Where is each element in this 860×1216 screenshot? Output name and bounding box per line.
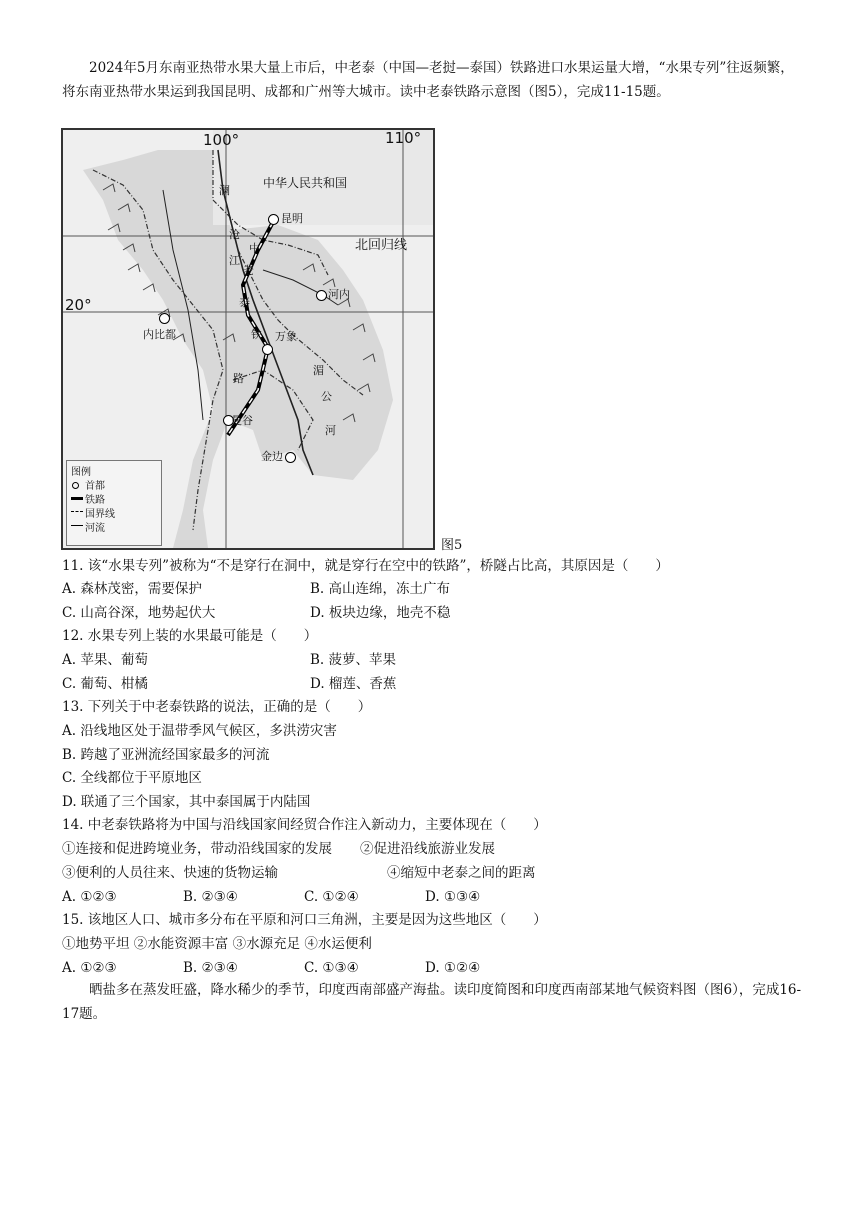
q14-item-3: ③便利的人员往来、快速的货物运输 <box>62 865 278 881</box>
lon-100-label: 100° <box>203 131 240 149</box>
q14-option-c: C. ①②④ <box>304 889 359 905</box>
q15-option-c: C. ①③④ <box>304 960 359 976</box>
rail-char-3: 泰 <box>239 296 250 309</box>
question-15-stem: 15. 该地区人口、城市多分布在平原和河口三角洲，主要是因为这些地区（ ） <box>62 912 547 928</box>
q15-option-b: B. ②③④ <box>183 960 238 976</box>
city-hanoi: 河内 <box>328 288 350 301</box>
legend-title: 图例 <box>71 467 91 478</box>
q13-option-c: C. 全线都位于平原地区 <box>62 770 202 786</box>
city-vientiane: 万象 <box>275 330 297 343</box>
lat-20-label: 20° <box>65 296 92 314</box>
q14-option-d: D. ①③④ <box>425 889 481 905</box>
legend-railway-icon <box>71 497 83 500</box>
city-phnompenh: 金边 <box>261 450 283 463</box>
q14-item-1: ①连接和促进跨境业务，带动沿线国家的发展 <box>62 841 332 857</box>
tropic-label: 北回归线 <box>355 238 408 253</box>
legend-border-icon <box>71 511 83 512</box>
q12-option-a: A. 苹果、葡萄 <box>62 652 148 668</box>
q12-option-c: C. 葡萄、柑橘 <box>62 676 148 692</box>
question-11-stem: 11. 该“水果专列”被称为“不是穿行在洞中，就是穿行在空中的铁路”，桥隧占比高，其原因是（ ） <box>62 558 669 574</box>
map-legend <box>66 460 162 546</box>
intro-paragraph: 2024年5月东南亚热带水果大量上市后，中老泰（中国—老挝—泰国）铁路进口水果运量大增，“水果专列”往返频繁，将东南亚热带水果运到我国昆明、成都和广州等大城市。读中老泰铁路示意图（图5），完成11-15题。 <box>62 60 794 100</box>
q11-option-b: B. 高山连绵，冻土广布 <box>310 581 451 597</box>
q11-option-d: D. 板块边缘，地壳不稳 <box>310 605 451 621</box>
q15-option-d: D. ①②④ <box>425 960 481 976</box>
mekong-char-2: 公 <box>321 390 332 403</box>
q14-item-2: ②促进沿线旅游业发展 <box>360 841 495 857</box>
rail-char-2: 老 <box>243 264 254 277</box>
rail-char-1: 中 <box>249 242 260 255</box>
capital-marker-hanoi <box>316 290 327 301</box>
lon-110-label: 110° <box>385 129 422 147</box>
legend-river-icon <box>71 525 83 526</box>
lancang-char-2: 沧 <box>229 228 240 241</box>
question-13-stem: 13. 下列关于中老泰铁路的说法，正确的是（ ） <box>62 699 372 715</box>
q12-option-b: B. 菠萝、苹果 <box>310 652 397 668</box>
legend-railway: 铁路 <box>85 495 105 506</box>
q13-option-d: D. 联通了三个国家，其中泰国属于内陆国 <box>62 794 311 810</box>
lancang-char-3: 江 <box>229 254 240 267</box>
city-kunming: 昆明 <box>281 212 303 225</box>
question-12-stem: 12. 水果专列上装的水果最可能是（ ） <box>62 628 318 644</box>
intro-paragraph-2: 晒盐多在蒸发旺盛，降水稀少的季节，印度西南部盛产海盐。读印度简图和印度西南部某地气候资料图（图6），完成16-17题。 <box>62 982 802 1022</box>
capital-marker-phnompenh <box>285 452 296 463</box>
city-naypyidaw: 内比都 <box>143 328 176 341</box>
lancang-char-1: 澜 <box>219 184 230 197</box>
q11-option-c: C. 山高谷深，地势起伏大 <box>62 605 216 621</box>
q14-option-b: B. ②③④ <box>183 889 238 905</box>
legend-capital-icon <box>72 482 79 489</box>
capital-marker-naypyidaw <box>159 313 170 324</box>
city-bangkok: 曼谷 <box>231 414 253 427</box>
q14-item-4: ④缩短中老泰之间的距离 <box>387 865 536 881</box>
figure-caption: 图5 <box>441 538 463 553</box>
legend-capital: 首都 <box>85 481 105 492</box>
country-label: 中华人民共和国 <box>263 176 348 190</box>
railway-map <box>61 128 435 550</box>
q15-option-a: A. ①②③ <box>62 960 117 976</box>
q14-option-a: A. ①②③ <box>62 889 117 905</box>
q15-items: ①地势平坦 ②水能资源丰富 ③水源充足 ④水运便利 <box>62 936 372 952</box>
legend-river: 河流 <box>85 523 105 534</box>
legend-border: 国界线 <box>85 509 115 520</box>
question-14-stem: 14. 中老泰铁路将为中国与沿线国家间经贸合作注入新动力，主要体现在（ ） <box>62 817 547 833</box>
rail-char-5: 路 <box>233 372 244 385</box>
capital-marker-kunming <box>268 214 279 225</box>
capital-marker-vientiane <box>262 344 273 355</box>
mekong-char-1: 湄 <box>313 364 324 377</box>
mekong-char-3: 河 <box>325 424 336 437</box>
q12-option-d: D. 榴莲、香蕉 <box>310 676 397 692</box>
q13-option-a: A. 沿线地区处于温带季风气候区，多洪涝灾害 <box>62 723 337 739</box>
q11-option-a: A. 森林茂密，需要保护 <box>62 581 202 597</box>
rail-char-4: 铁 <box>251 328 262 341</box>
q13-option-b: B. 跨越了亚洲流经国家最多的河流 <box>62 747 270 763</box>
